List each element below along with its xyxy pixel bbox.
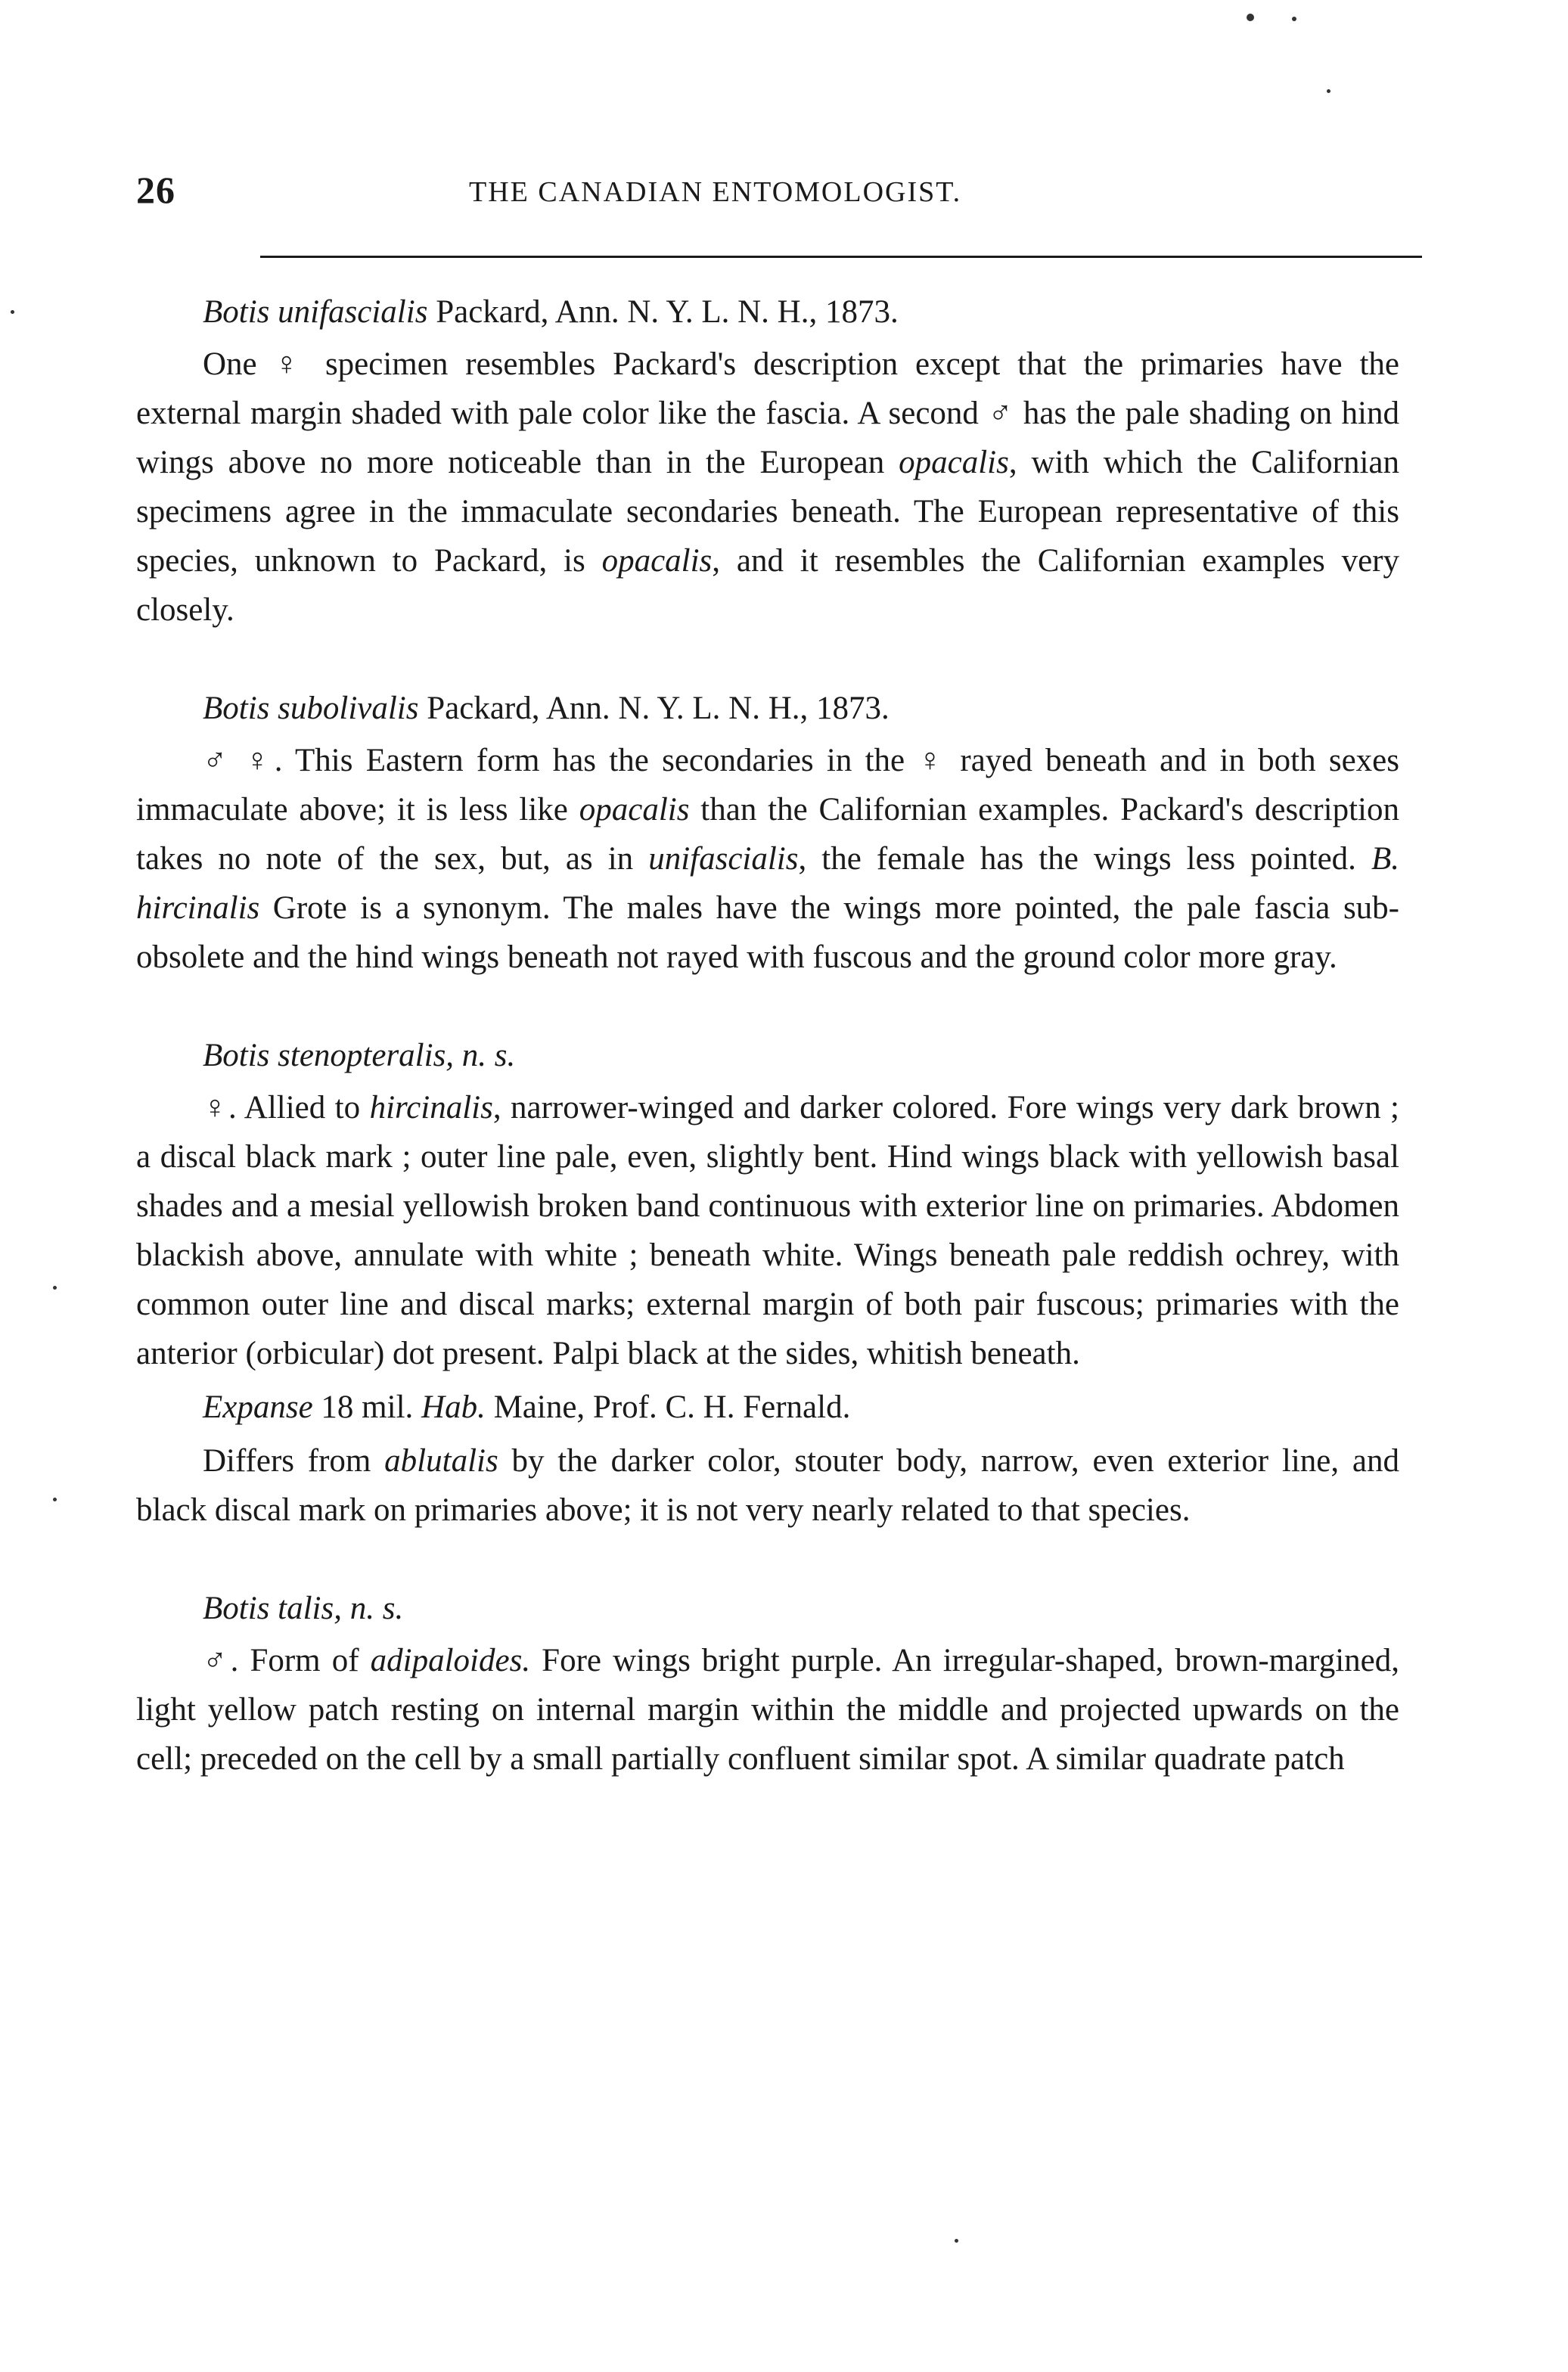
paragraph [136, 1383, 1399, 1432]
paragraph [136, 736, 1399, 982]
text-run: Grote is a synonym. The males have the wings more pointed, the pale fascia sub-obsolete and the hind wings beneath not rayed with fuscous and the ground color more gray. [136, 890, 1399, 975]
species-name: Botis subolivalis [203, 691, 419, 726]
paragraph [136, 1083, 1399, 1378]
italic-text: adipaloides. [370, 1643, 531, 1678]
paragraph [136, 1636, 1399, 1784]
scan-speck [53, 1498, 57, 1501]
species-name: Botis stenopteralis, n. s. [203, 1038, 516, 1073]
text-run: Maine, Prof. C. H. Fernald. [485, 1389, 851, 1425]
species-section [136, 684, 1399, 982]
species-name: Botis talis, n. s. [203, 1591, 404, 1626]
text-run: , narrower-winged and darker colored. Fore wings very dark brown ; a discal black mark ; outer line pale, even, slightly bent. Hind wings black with yellowish basal shades and a mesial yellowish broken band continuous with exterior line on primaries. Abdomen blackish above, annulate with white ; beneath white. Wings beneath pale reddish ochrey, with common outer line and discal marks; external margin of both pair fuscous; primaries with the anterior (orbicular) dot present. Palpi black at the sides, whitish beneath. [136, 1090, 1399, 1371]
species-section [136, 1584, 1399, 1784]
text-run: , the female has the wings less pointed. [798, 841, 1371, 877]
text-run: ♂. Form of [203, 1643, 371, 1678]
page-header [136, 168, 1422, 213]
scan-speck [955, 2239, 958, 2243]
text-run: ♂ ♀. This Eastern form has the secondaries in the ♀ rayed beneath and in both sexes immaculate above; it is less like [136, 743, 1399, 827]
species-section [136, 287, 1399, 635]
text-run: One ♀ specimen resembles Packard's description except that the primaries have the external margin shaded with pale color like the fascia. A second ♂ has the pale shading on hind wings above no more noticeable than in the European [136, 346, 1399, 480]
text-run: Differs from [203, 1443, 385, 1479]
paragraph [136, 1436, 1399, 1535]
species-heading [136, 287, 1399, 337]
species-citation: Packard, Ann. N. Y. L. N. H., 1873. [427, 294, 899, 330]
scan-speck [1292, 17, 1296, 21]
header-rule [260, 256, 1422, 258]
italic-text: hircinalis [369, 1090, 493, 1125]
italic-text: ablutalis [384, 1443, 498, 1479]
italic-text: Expanse [203, 1389, 313, 1425]
text-run: ♀. Allied to [203, 1090, 370, 1125]
paragraph [136, 340, 1399, 635]
species-heading [136, 1584, 1399, 1633]
text-run: 18 mil. [312, 1389, 422, 1425]
scan-speck [53, 1286, 57, 1290]
page-body [136, 287, 1399, 1784]
species-section [136, 1031, 1399, 1535]
italic-text: opacalis [601, 543, 713, 579]
italic-text: opacalis [899, 445, 1009, 480]
text-run: Fore wings bright purple. An irregular-shaped, brown-margined, light yellow patch resting on internal margin within the middle and projected upwards on the cell; preceded on the cell by a small partially confluent similar spot. A similar quadrate patch [136, 1643, 1400, 1777]
text-run: , and it resembles the Californian examples very closely. [136, 543, 1399, 628]
scan-speck [1247, 14, 1254, 21]
italic-text: opacalis [579, 792, 690, 827]
italic-text: B. hircinalis [136, 841, 1399, 926]
text-run: , with which the Californian specimens agree in the immaculate secondaries beneath. The European representative of this species, unknown to Packard, is [136, 445, 1399, 579]
species-name: Botis unifascialis [203, 294, 428, 330]
scan-speck [11, 310, 14, 314]
running-title: THE CANADIAN ENTOMOLOGIST. [469, 176, 962, 208]
text-run: than the Californian examples. Packard's description takes no note of the sex, but, as in [136, 792, 1399, 877]
species-heading [136, 684, 1399, 733]
italic-text: Hab. [421, 1389, 486, 1425]
scan-speck [1327, 89, 1330, 93]
text-run: by the darker color, stouter body, narrow, even exterior line, and black discal mark on primaries above; it is not very nearly related to that species. [136, 1443, 1399, 1528]
italic-text: unifascialis [648, 841, 799, 877]
page-number: 26 [136, 169, 175, 211]
species-citation: Packard, Ann. N. Y. L. N. H., 1873. [418, 691, 890, 726]
species-heading [136, 1031, 1399, 1080]
